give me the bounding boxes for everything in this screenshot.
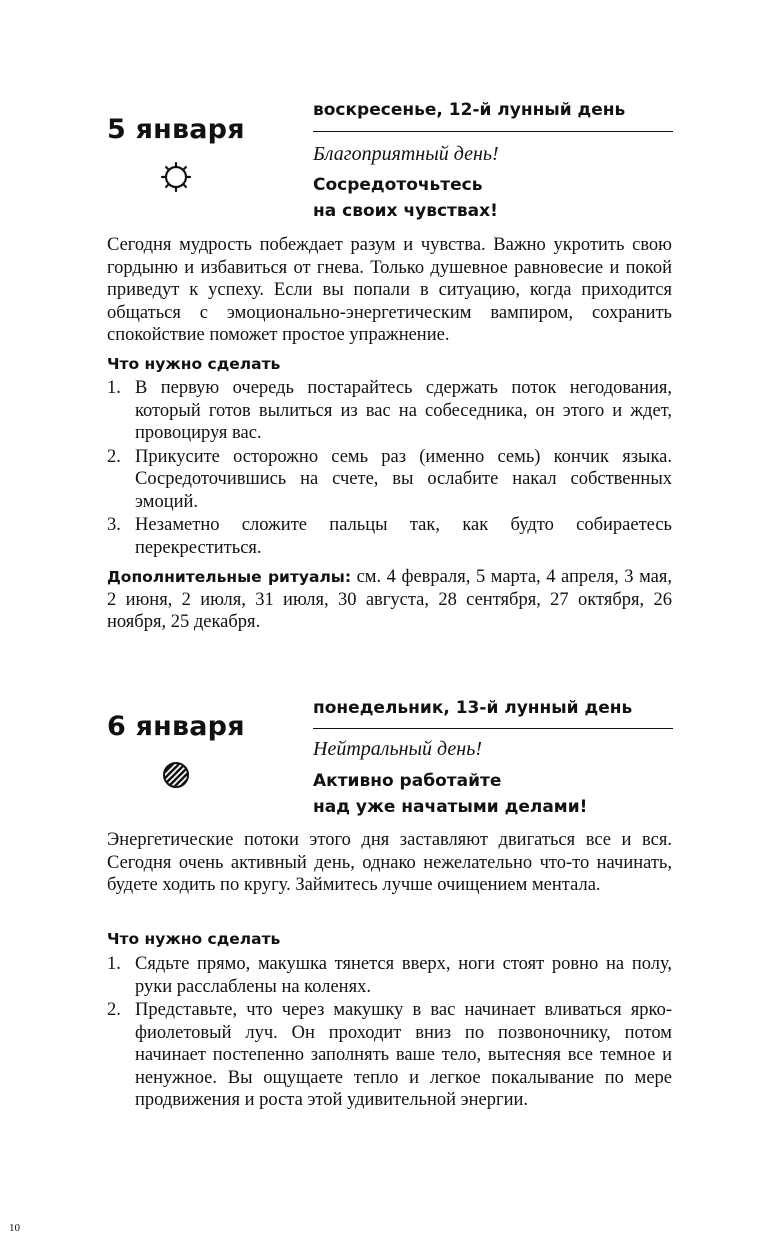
list-item — [107, 953, 672, 998]
list-item — [107, 446, 672, 514]
step-number: 2. — [107, 446, 121, 467]
striped-circle-icon — [159, 758, 193, 792]
extra-rituals — [107, 566, 672, 634]
motto-line: над уже начатыми делами! — [313, 797, 588, 817]
header-divider — [313, 131, 673, 132]
extra-rituals-label: Дополнительные ритуалы: — [107, 568, 352, 586]
step-text: Представьте, что через макушку в вас начинает вливаться ярко-фиолетовый луч. Он проходит вниз по позвоночнику, потом начинает постепенно заполнять ваше тело, вытесняя все темное и ненужное. Вы ощущаете тепло и легкое покалывание по мере продвижения и роста этой удивительной энергии. — [135, 1000, 672, 1110]
list-item — [107, 377, 672, 445]
entry-motto — [313, 172, 498, 224]
step-text: Незаметно сложите пальцы так, как будто собираетесь перекреститься. — [135, 515, 672, 558]
extra-rituals-text: см. 4 февраля, 5 марта, 4 апреля, 3 мая, 2 июня, 2 июля, 31 июля, 30 августа, 28 сентября, 27 октября, 26 ноября, 25 декабря. — [107, 567, 672, 632]
step-number: 2. — [107, 1000, 121, 1020]
entry-intro: Энергетические потоки этого дня заставляют двигаться все и вся. Сегодня очень активный день, однако нежелательно что-то начинать, будете ходить по кругу. Займитесь лучше очищением ментала. — [107, 830, 672, 895]
todo-heading: Что нужно сделать — [107, 930, 281, 948]
motto-line: Активно работайте — [313, 771, 502, 791]
entry-mood: Нейтральный день! — [313, 738, 482, 760]
step-text: Сядьте прямо, макушка тянется вверх, ноги стоят ровно на полу, руки расслаблены на коленях. — [135, 954, 672, 997]
entry-motto — [313, 768, 587, 820]
todo-heading: Что нужно сделать — [107, 355, 281, 373]
entry-weekday: воскресенье, 12-й лунный день — [313, 100, 626, 120]
sun-outline-icon — [159, 160, 193, 194]
motto-line: на своих чувствах! — [313, 201, 498, 221]
entry-date: 5 января — [107, 114, 245, 145]
entry-mood: Благоприятный день! — [313, 143, 499, 165]
list-item — [107, 999, 672, 1112]
step-text: Прикусите осторожно семь раз (именно семь) кончик языка. Сосредоточившись на счете, вы ослабите накал собственных эмоций. — [135, 446, 672, 512]
todo-list — [107, 953, 672, 1113]
list-item — [107, 514, 672, 559]
entry-date: 6 января — [107, 711, 245, 742]
header-divider — [313, 728, 673, 729]
page-number: 10 — [9, 1222, 20, 1234]
step-number: 1. — [107, 954, 121, 974]
todo-list — [107, 377, 672, 560]
step-text: В первую очередь постарайтесь сдержать поток негодования, который готов вылиться из вас на собеседника, он этого и ждет, провоцируя вас. — [135, 378, 672, 443]
step-number: 1. — [107, 378, 121, 398]
entry-intro: Сегодня мудрость побеждает разум и чувства. Важно укротить свою гордыню и избавиться от гнева. Только душевное равновесие и покой приведут к успеху. Если вы попали в ситуацию, когда приходится общаться с эмоционально-энергетическим вампиром, сохранить спокойствие поможет простое упражнение. — [107, 235, 672, 345]
step-number: 3. — [107, 515, 121, 535]
entry-weekday: понедельник, 13-й лунный день — [313, 698, 633, 718]
motto-line: Сосредоточьтесь — [313, 175, 483, 195]
